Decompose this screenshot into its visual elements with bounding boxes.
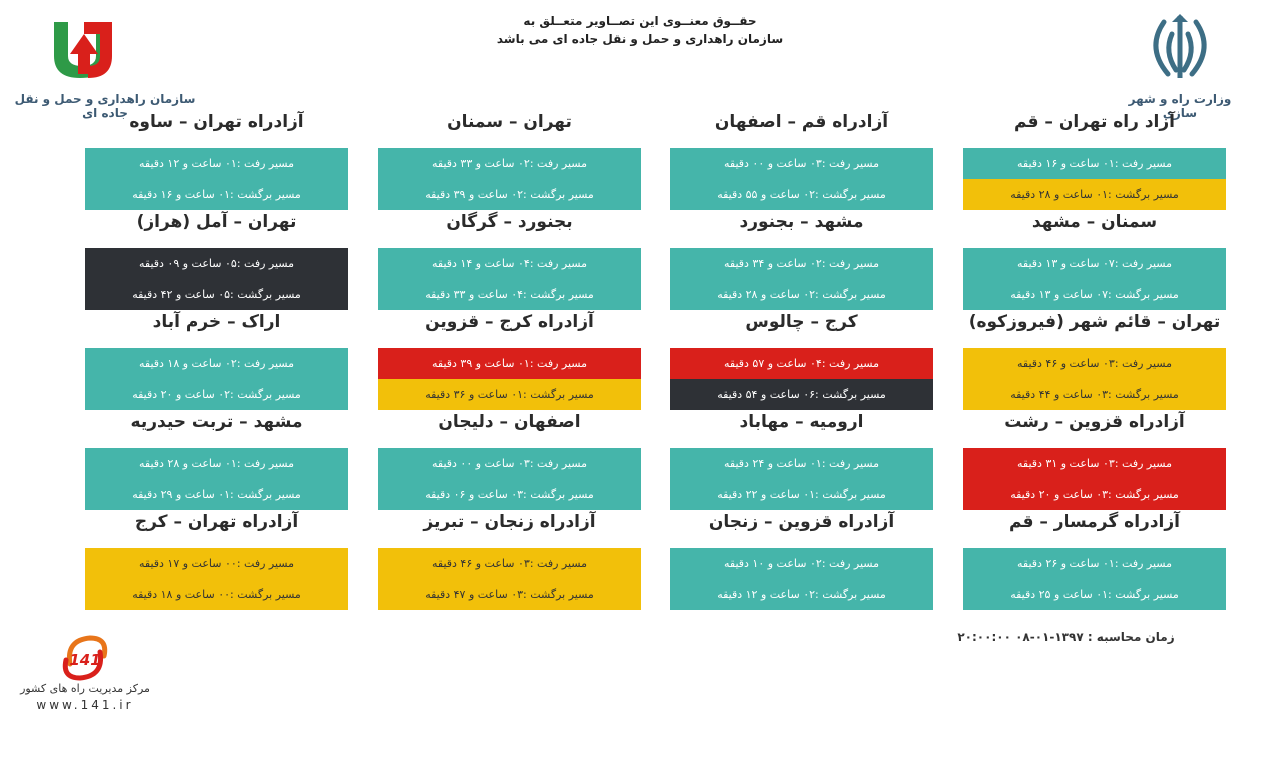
route-return-time: مسیر برگشت :۰۲ ساعت و ۱۲ دقیقه <box>670 579 933 610</box>
route-title: آزادراه تهران – ساوه <box>129 112 304 132</box>
route-title: آزادراه قم – اصفهان <box>714 112 889 132</box>
route-going-time: مسیر رفت :۰۳ ساعت و ۰۰ دقیقه <box>670 148 933 179</box>
iran-emblem-icon <box>1142 12 1218 84</box>
center-logo-text: 141 <box>69 651 101 669</box>
route-return-time: مسیر برگشت :۰۳ ساعت و ۲۰ دقیقه <box>963 479 1226 510</box>
route-return-time: مسیر برگشت :۰۱ ساعت و ۱۶ دقیقه <box>85 179 348 210</box>
route-going-time: مسیر رفت :۰۵ ساعت و ۰۹ دقیقه <box>85 248 348 279</box>
route-going-time: مسیر رفت :۰۴ ساعت و ۱۴ دقیقه <box>378 248 641 279</box>
road-maintenance-logo-icon <box>40 16 130 82</box>
route-title: سمنان – مشهد <box>1031 212 1158 232</box>
route-return-time: مسیر برگشت :۰۱ ساعت و ۲۲ دقیقه <box>670 479 933 510</box>
road-maintenance-logo <box>40 16 130 82</box>
route-going-time: مسیر رفت :۰۱ ساعت و ۱۶ دقیقه <box>963 148 1226 179</box>
route-going-time: مسیر رفت :۰۳ ساعت و ۴۶ دقیقه <box>963 348 1226 379</box>
route-return-time: مسیر برگشت :۰۳ ساعت و ۴۴ دقیقه <box>963 379 1226 410</box>
route-return-time: مسیر برگشت :۰۲ ساعت و ۵۵ دقیقه <box>670 179 933 210</box>
center-url[interactable]: www.141.ir <box>36 698 134 712</box>
route-going-time: مسیر رفت :۰۳ ساعت و ۰۰ دقیقه <box>378 448 641 479</box>
route-return-time: مسیر برگشت :۰۱ ساعت و ۲۹ دقیقه <box>85 479 348 510</box>
route-title: آزاد راه تهران – قم <box>1014 112 1175 132</box>
route-going-time: مسیر رفت :۰۲ ساعت و ۱۰ دقیقه <box>670 548 933 579</box>
route-title: بجنورد – گرگان <box>446 212 573 232</box>
route-title: آزادراه قزوین – زنجان <box>708 512 895 532</box>
route-return-time: مسیر برگشت :۰۲ ساعت و ۳۹ دقیقه <box>378 179 641 210</box>
route-return-time: مسیر برگشت :۰۴ ساعت و ۳۳ دقیقه <box>378 279 641 310</box>
right-org-name: وزارت راه و شهر سازی <box>1128 92 1232 120</box>
route-title: آزادراه گرمسار – قم <box>1009 512 1180 532</box>
route-return-time: مسیر برگشت :۰۷ ساعت و ۱۳ دقیقه <box>963 279 1226 310</box>
route-going-time: مسیر رفت :۰۲ ساعت و ۱۸ دقیقه <box>85 348 348 379</box>
route-title: تهران – قائم شهر (فیروزکوه) <box>968 312 1221 332</box>
route-title: ارومیه – مهاباد <box>739 412 864 432</box>
route-going-time: مسیر رفت :۰۲ ساعت و ۳۳ دقیقه <box>378 148 641 179</box>
route-going-time: مسیر رفت :۰۱ ساعت و ۲۴ دقیقه <box>670 448 933 479</box>
center-141-logo <box>60 634 110 682</box>
route-title: مشهد – تربت حیدریه <box>130 412 303 432</box>
route-title: آزادراه زنجان – تبریز <box>423 512 596 532</box>
route-going-time: مسیر رفت :۰۷ ساعت و ۱۳ دقیقه <box>963 248 1226 279</box>
copyright-notice <box>440 12 840 48</box>
route-return-time: مسیر برگشت :۰۳ ساعت و ۰۶ دقیقه <box>378 479 641 510</box>
iran-emblem <box>1142 12 1218 84</box>
left-org-name: سازمان راهداری و حمل و نقل جاده ای <box>14 92 196 120</box>
calculation-time: زمان محاسبه : ۱۳۹۷-۰۱-۰۸ ۲۰:۰۰:۰۰ <box>957 630 1175 644</box>
route-return-time: مسیر برگشت :۰۶ ساعت و ۵۴ دقیقه <box>670 379 933 410</box>
route-title: آزادراه قزوین – رشت <box>1004 412 1185 432</box>
route-return-time: مسیر برگشت :۰۱ ساعت و ۳۶ دقیقه <box>378 379 641 410</box>
route-title: کرج – چالوس <box>745 312 858 332</box>
route-going-time: مسیر رفت :۰۱ ساعت و ۱۲ دقیقه <box>85 148 348 179</box>
center-name: مرکز مدیریت راه های کشور <box>20 682 150 695</box>
route-going-time: مسیر رفت :۰۲ ساعت و ۳۴ دقیقه <box>670 248 933 279</box>
route-title: تهران – آمل (هراز) <box>136 212 297 232</box>
route-return-time: مسیر برگشت :۰۳ ساعت و ۴۷ دقیقه <box>378 579 641 610</box>
copyright-line-2: سازمان راهداری و حمل و نقل جاده ای می باشد <box>496 32 784 46</box>
route-return-time: مسیر برگشت :۰۱ ساعت و ۲۸ دقیقه <box>963 179 1226 210</box>
route-going-time: مسیر رفت :۰۰ ساعت و ۱۷ دقیقه <box>85 548 348 579</box>
route-return-time: مسیر برگشت :۰۲ ساعت و ۲۸ دقیقه <box>670 279 933 310</box>
route-title: آزادراه تهران – کرج <box>134 512 299 532</box>
center-141-logo-icon <box>60 634 110 682</box>
route-return-time: مسیر برگشت :۰۵ ساعت و ۴۲ دقیقه <box>85 279 348 310</box>
route-return-time: مسیر برگشت :۰۲ ساعت و ۲۰ دقیقه <box>85 379 348 410</box>
route-going-time: مسیر رفت :۰۳ ساعت و ۴۶ دقیقه <box>378 548 641 579</box>
route-going-time: مسیر رفت :۰۱ ساعت و ۳۹ دقیقه <box>378 348 641 379</box>
route-going-time: مسیر رفت :۰۳ ساعت و ۳۱ دقیقه <box>963 448 1226 479</box>
route-title: آزادراه کرج – قزوین <box>425 312 594 332</box>
route-going-time: مسیر رفت :۰۴ ساعت و ۵۷ دقیقه <box>670 348 933 379</box>
route-going-time: مسیر رفت :۰۱ ساعت و ۲۸ دقیقه <box>85 448 348 479</box>
route-title: تهران – سمنان <box>447 112 572 132</box>
route-return-time: مسیر برگشت :۰۱ ساعت و ۲۵ دقیقه <box>963 579 1226 610</box>
route-title: مشهد – بجنورد <box>739 212 864 232</box>
copyright-line-1: حقــوق معنــوی این تصــاویر متعــلق به <box>523 14 757 28</box>
route-title: اراک – خرم آباد <box>152 312 281 332</box>
route-title: اصفهان – دلیجان <box>438 412 581 432</box>
route-going-time: مسیر رفت :۰۱ ساعت و ۲۶ دقیقه <box>963 548 1226 579</box>
route-return-time: مسیر برگشت :۰۰ ساعت و ۱۸ دقیقه <box>85 579 348 610</box>
